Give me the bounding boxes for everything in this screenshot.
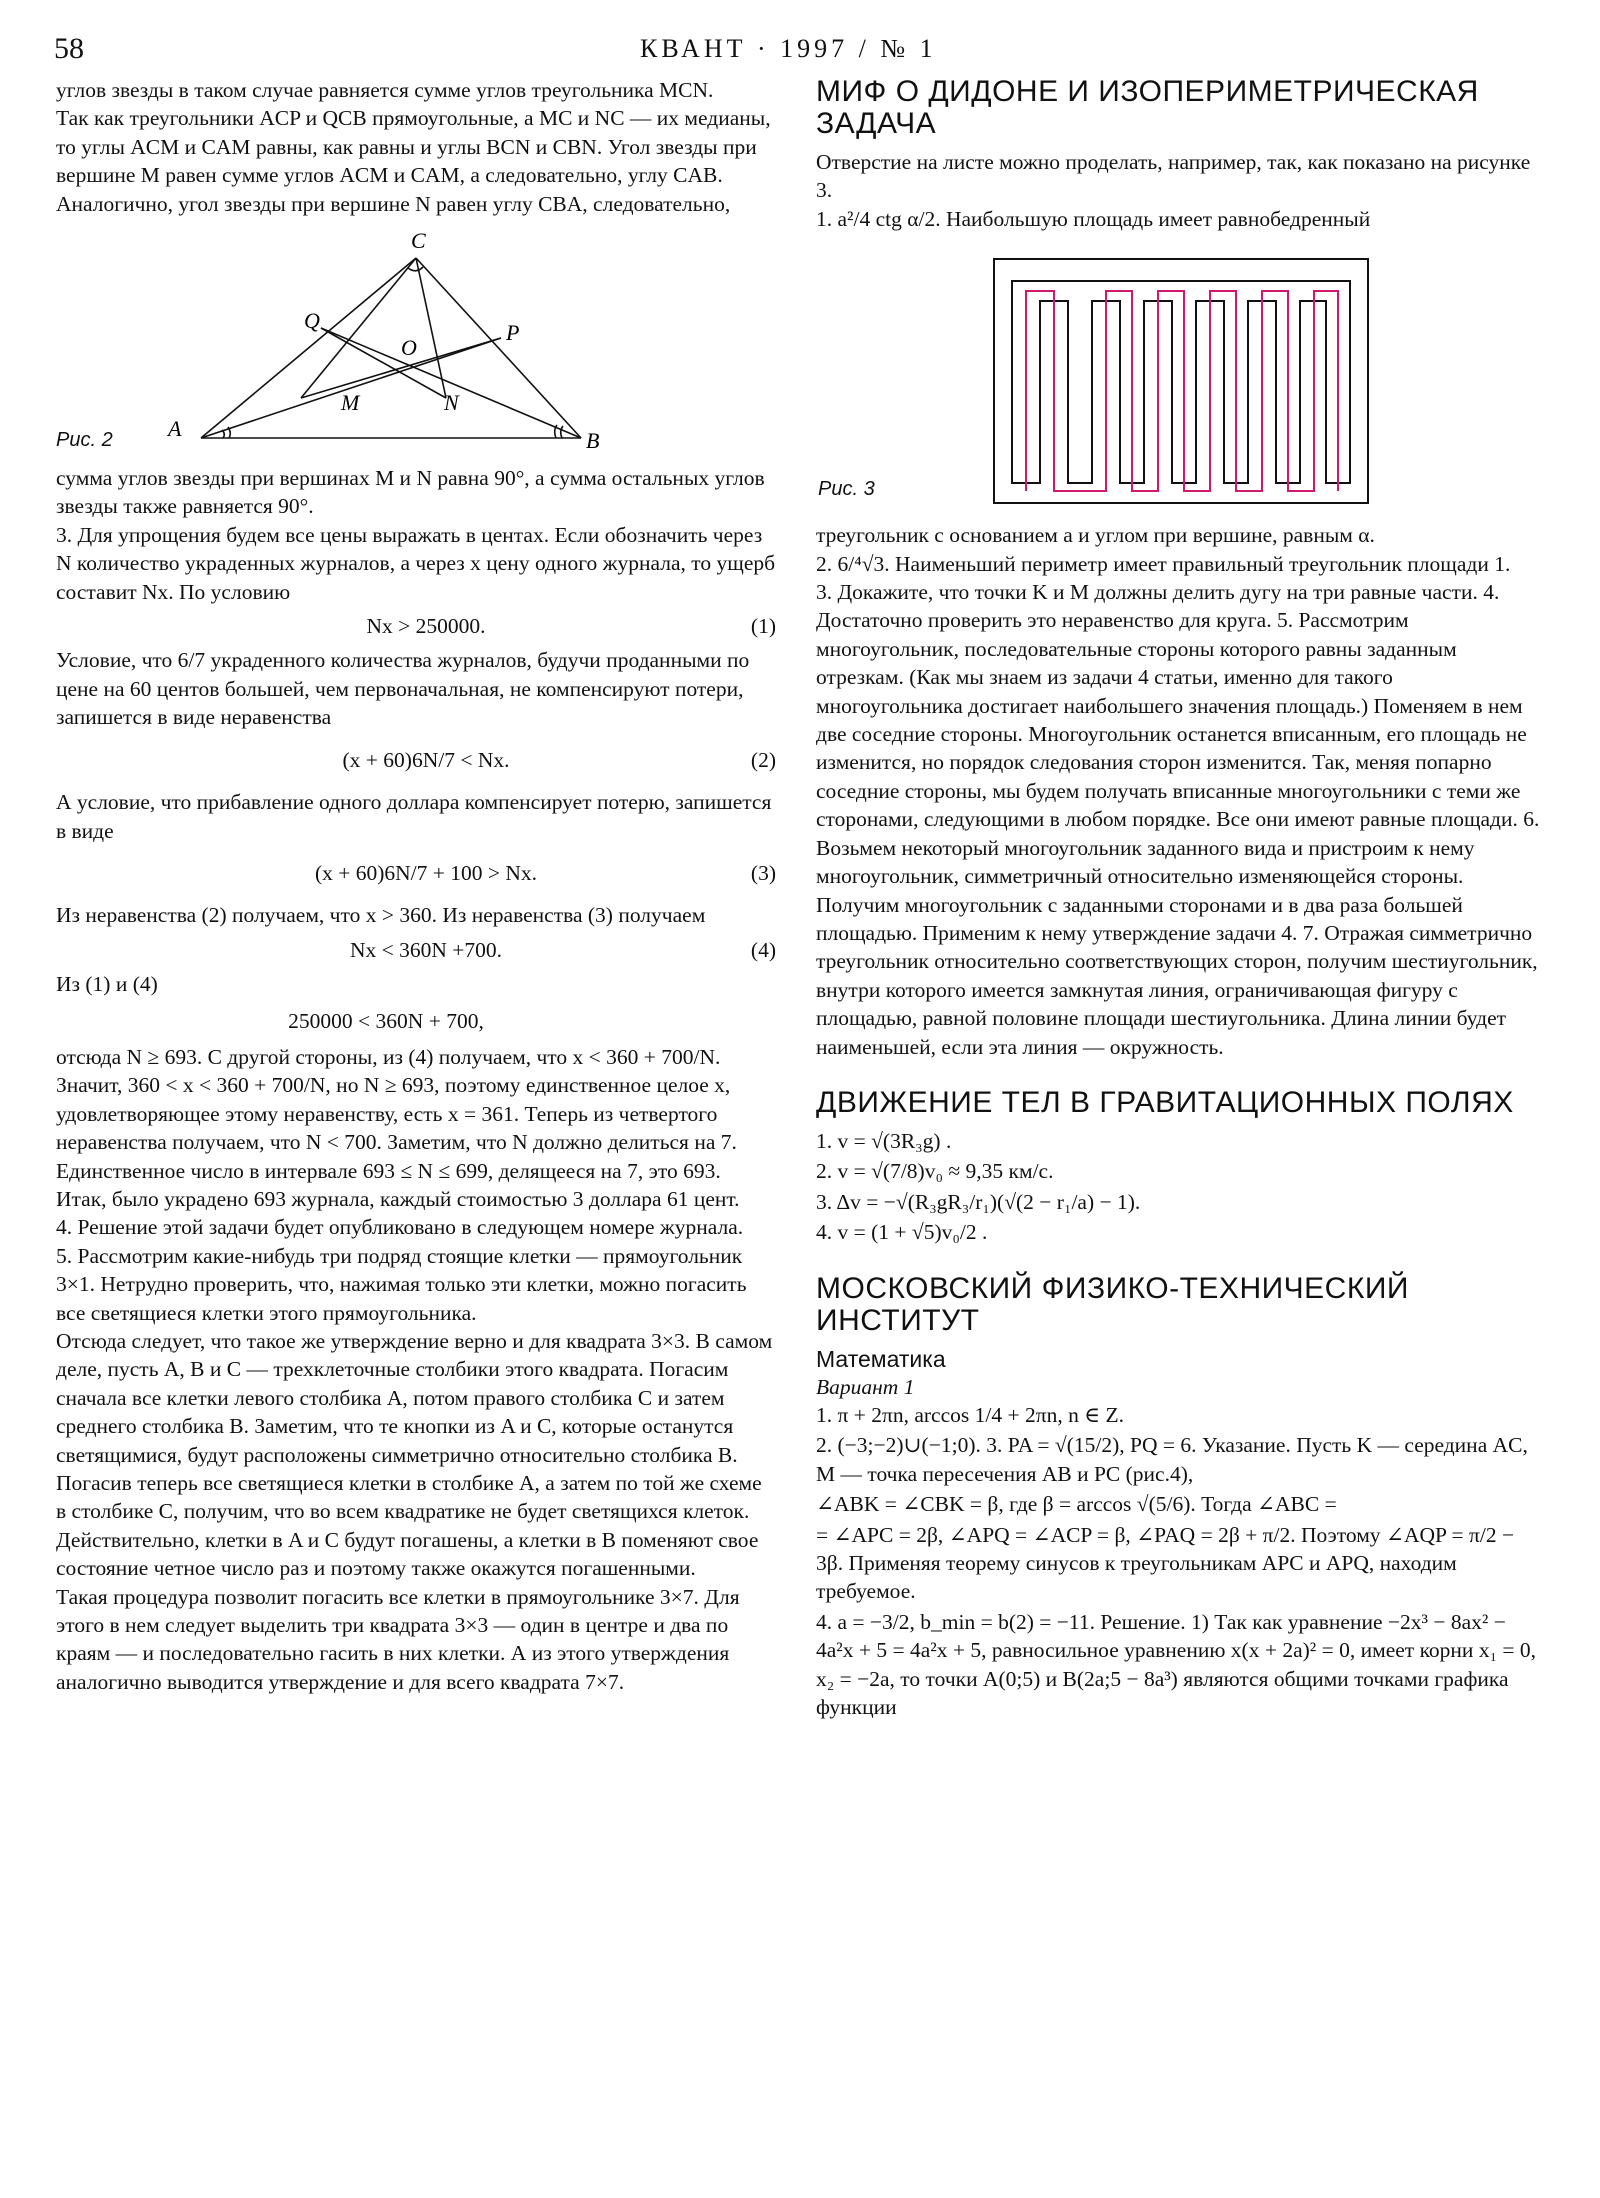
paragraph: Так как треугольники ACP и QCB прямоугольные, а MC и NC — их медианы, то углы ACM и CAM равны, как равны и углы BCN и CBN. Угол звезды при вершине M равен сумме углов ACM и CAM, а следовательно, углу CAB. Аналогично, угол звезды при вершине N равен углу CBA, следовательно, [56, 106, 771, 216]
label-P: P [506, 320, 520, 346]
equation-2 [56, 746, 776, 774]
answer: 2. (−3;−2)∪(−1;0). 3. PA = √(15/2), PQ = 6. Указание. Пусть K — середина AC, M — точка пересечения AB и PC (рис.4), [816, 1433, 1528, 1486]
label-Q: Q [304, 308, 320, 334]
paragraph: 1. a²/4 ctg α/2. Наибольшую площадь имеет равнобедренный [816, 206, 1371, 231]
paragraph: Из неравенства (2) получаем, что x > 360. Из неравенства (3) получаем [56, 903, 706, 928]
equation-3 [56, 859, 776, 887]
equation-formula: Nx < 360N +700. [349, 937, 503, 962]
equation-1 [56, 612, 776, 640]
section-title: ДВИЖЕНИЕ ТЕЛ В ГРАВИТАЦИОННЫХ ПОЛЯХ [816, 1085, 1514, 1119]
page-number: 58 [54, 32, 84, 65]
label-O: O [401, 335, 417, 361]
equation-number: (1) [750, 614, 776, 639]
label-B: B [586, 428, 600, 454]
equation-number: (2) [750, 747, 776, 772]
figure-3 [816, 241, 1544, 521]
equation-formula: Nx > 250000. [366, 614, 486, 639]
figure-3-caption: Рис. 3 [818, 478, 875, 501]
paragraph: углов звезды в таком случае равняется сумме углов треугольника MCN. [56, 78, 714, 102]
equation-5: 250000 < 360N + 700, [288, 1008, 484, 1033]
label-M: M [341, 390, 360, 416]
left-column [56, 76, 776, 1696]
paragraph: 4. Решение этой задачи будет опубликовано в следующем номере журнала. [56, 1215, 744, 1240]
paragraph: 2. 6/⁴√3. Наименьший периметр имеет правильный треугольник площади 1. [816, 551, 1511, 576]
paragraph: 3. Для упрощения будем все цены выражать в центах. Если обозначить через N количество украденных журналов, а через x цену одного журнала, то ущерб составит Nx. По условию [56, 522, 776, 604]
answers-list [816, 1127, 1544, 1247]
answer: = ∠APC = 2β, ∠APQ = ∠ACP = β, ∠PAQ = 2β + π/2. Поэтому ∠AQP = π/2 − 3β. Применяя теорему синусов к треугольникам APC и APQ, находим требуемое. [816, 1522, 1515, 1604]
paragraph: 5. Рассмотрим какие-нибудь три подряд стоящие клетки — прямоугольник 3×1. Нетрудно проверить, что, нажимая только эти клетки, можно погасить все светящиеся клетки этого прямоугольника. [56, 1243, 747, 1325]
paragraph: Из (1) и (4) [56, 972, 158, 997]
paragraph: треугольник с основанием a и углом при вершине, равным α. [816, 523, 1375, 548]
paragraph: сумма углов звезды при вершинах M и N равна 90°, а сумма остальных углов звезды также равняется 90°. [56, 466, 765, 519]
section-title: МИФ О ДИДОНЕ И ИЗОПЕРИМЕТРИЧЕСКАЯ ЗАДАЧА [816, 75, 1479, 140]
subject-heading: Математика [816, 1345, 946, 1372]
answer: 4. v = (1 + √5)v₀/2 . [816, 1220, 988, 1245]
answer: 3. Δv = −√(R₃gR₃/r₁)(√(2 − r₁/a) − 1). [816, 1189, 1141, 1214]
answer: 1. π + 2πn, arccos 1/4 + 2πn, n ∈ Z. [816, 1402, 1124, 1427]
paragraph: Отверстие на листе можно проделать, например, так, как показано на рисунке 3. [816, 150, 1531, 203]
label-C: C [411, 228, 426, 254]
label-A: A [168, 416, 182, 442]
equation-formula: (x + 60)6N/7 + 100 > Nx. [314, 860, 538, 885]
figure-2 [56, 218, 776, 458]
journal-header: КВАНТ · 1997 / № 1 [640, 34, 937, 63]
answer: 4. a = −3/2, b_min = b(2) = −11. Решение. 1) Так как уравнение −2x³ − 8ax² − 4a²x + 5 = 4a²x + 5, равносильное уравнению x(x + 2a)² = 0, имеет корни x₁ = 0, x₂ = −2a, то точки A(0;5) и B(2a;5 − 8a³) являются общими точками графика функции [816, 1609, 1537, 1720]
paragraph: 3. Докажите, что точки K и M должны делить дугу на три равные части. 4. Достаточно проверить это неравенство для круга. 5. Рассмотрим многоугольник, последовательные стороны которого равны заданным отрезкам. (Как мы знаем из задачи 4 статьи, именно для такого многоугольника достигает наибольшего значения площадь.) Поменяем в нем две соседние стороны. Многоугольник останется вписанным, его площадь не изменится, но порядок следования сторон изменится. Так, меняя попарно соседние стороны, мы будем получать вписанные многоугольники с теми же сторонами, следующими в любом порядке. Все они имеют равные площади. 6. Возьмем некоторый многоугольник заданного вида и пристроим к нему многоугольник, симметричный относительно изменяющейся стороны. Получим многоугольник с заданными сторонами и в два раза большей площадью. Применим к нему утверждение задачи 4. 7. Отражая симметрично треугольник относительно соответствующих сторон, получим шестиугольник, внутри которого имеется замкнутая линия, ограничивающая фигуру с площадью, равной половине площади шестиугольника. Длина линии будет наименьшей, если эта линия — окружность. [816, 580, 1540, 1059]
section-title: МОСКОВСКИЙ ФИЗИКО-ТЕХНИЧЕСКИЙ ИНСТИТУТ [816, 1271, 1409, 1337]
right-column [816, 76, 1544, 1723]
label-N: N [444, 390, 459, 416]
paragraph: Условие, что 6/7 украденного количества журналов, будучи проданными по цене на 60 центов большей, чем первоначальная, не компенсируют потери, запишется в виде неравенства [56, 648, 750, 730]
equation-number: (4) [750, 937, 776, 962]
paragraph: А условие, что прибавление одного доллара компенсирует потерю, запишется в виде [56, 790, 772, 843]
maze-diagram [816, 241, 1544, 521]
answer: ∠ABK = ∠CBK = β, где β = arccos √(5/6). Тогда ∠ABC = [816, 1492, 1337, 1517]
equation-number: (3) [750, 860, 776, 885]
equation-formula: (x + 60)6N/7 < Nx. [342, 747, 510, 772]
answer: 1. v = √(3R₃g) . [816, 1128, 952, 1153]
answers-list [816, 1401, 1544, 1721]
equation-4 [56, 936, 776, 964]
paragraph: отсюда N ≥ 693. С другой стороны, из (4) получаем, что x < 360 + 700/N. Значит, 360 < x < 360 + 700/N, но N ≥ 693, поэтому единственное целое x, удовлетворяющее этому неравенству, есть x = 361. Теперь из четвертого неравенства получаем, что N < 700. Заметим, что N должно делиться на 7. Единственное число в интервале 693 ≤ N ≤ 699, делящееся на 7, это 693. Итак, было украдено 693 журнала, каждый стоимостью 3 доллара 61 цент. [56, 1044, 740, 1211]
paragraph: Такая процедура позволит погасить все клетки в прямоугольнике 3×7. Для этого в нем следует выделить три квадрата 3×3 — один в центре и два по краям — и последовательно гасить в них клетки. А из этого утверждения аналогично выводится утверждение и для всего квадрата 7×7. [56, 1584, 740, 1694]
variant-heading: Вариант 1 [816, 1374, 915, 1399]
triangle-diagram [56, 218, 776, 458]
figure-2-caption: Рис. 2 [56, 429, 113, 452]
paragraph: Отсюда следует, что такое же утверждение верно и для квадрата 3×3. В самом деле, пусть A, B и C — трехклеточные столбики этого квадрата. Погасим сначала все клетки левого столбика A, потом правого столбика C и затем среднего столбика B. Заметим, что те кнопки из A и C, которые останутся светящимися, будут расположены симметрично относительно столбика B. Погасив теперь все светящиеся клетки в столбике A, а затем по той же схеме в столбике C, получим, что во всем квадратике не будет светящихся клеток. Действительно, клетки в A и C будут погашены, а клетки в B поменяют свое состояние четное число раз и поэтому также окажутся погашенными. [56, 1329, 773, 1581]
answer: 2. v = √(7/8)v₀ ≈ 9,35 км/с. [816, 1159, 1054, 1184]
